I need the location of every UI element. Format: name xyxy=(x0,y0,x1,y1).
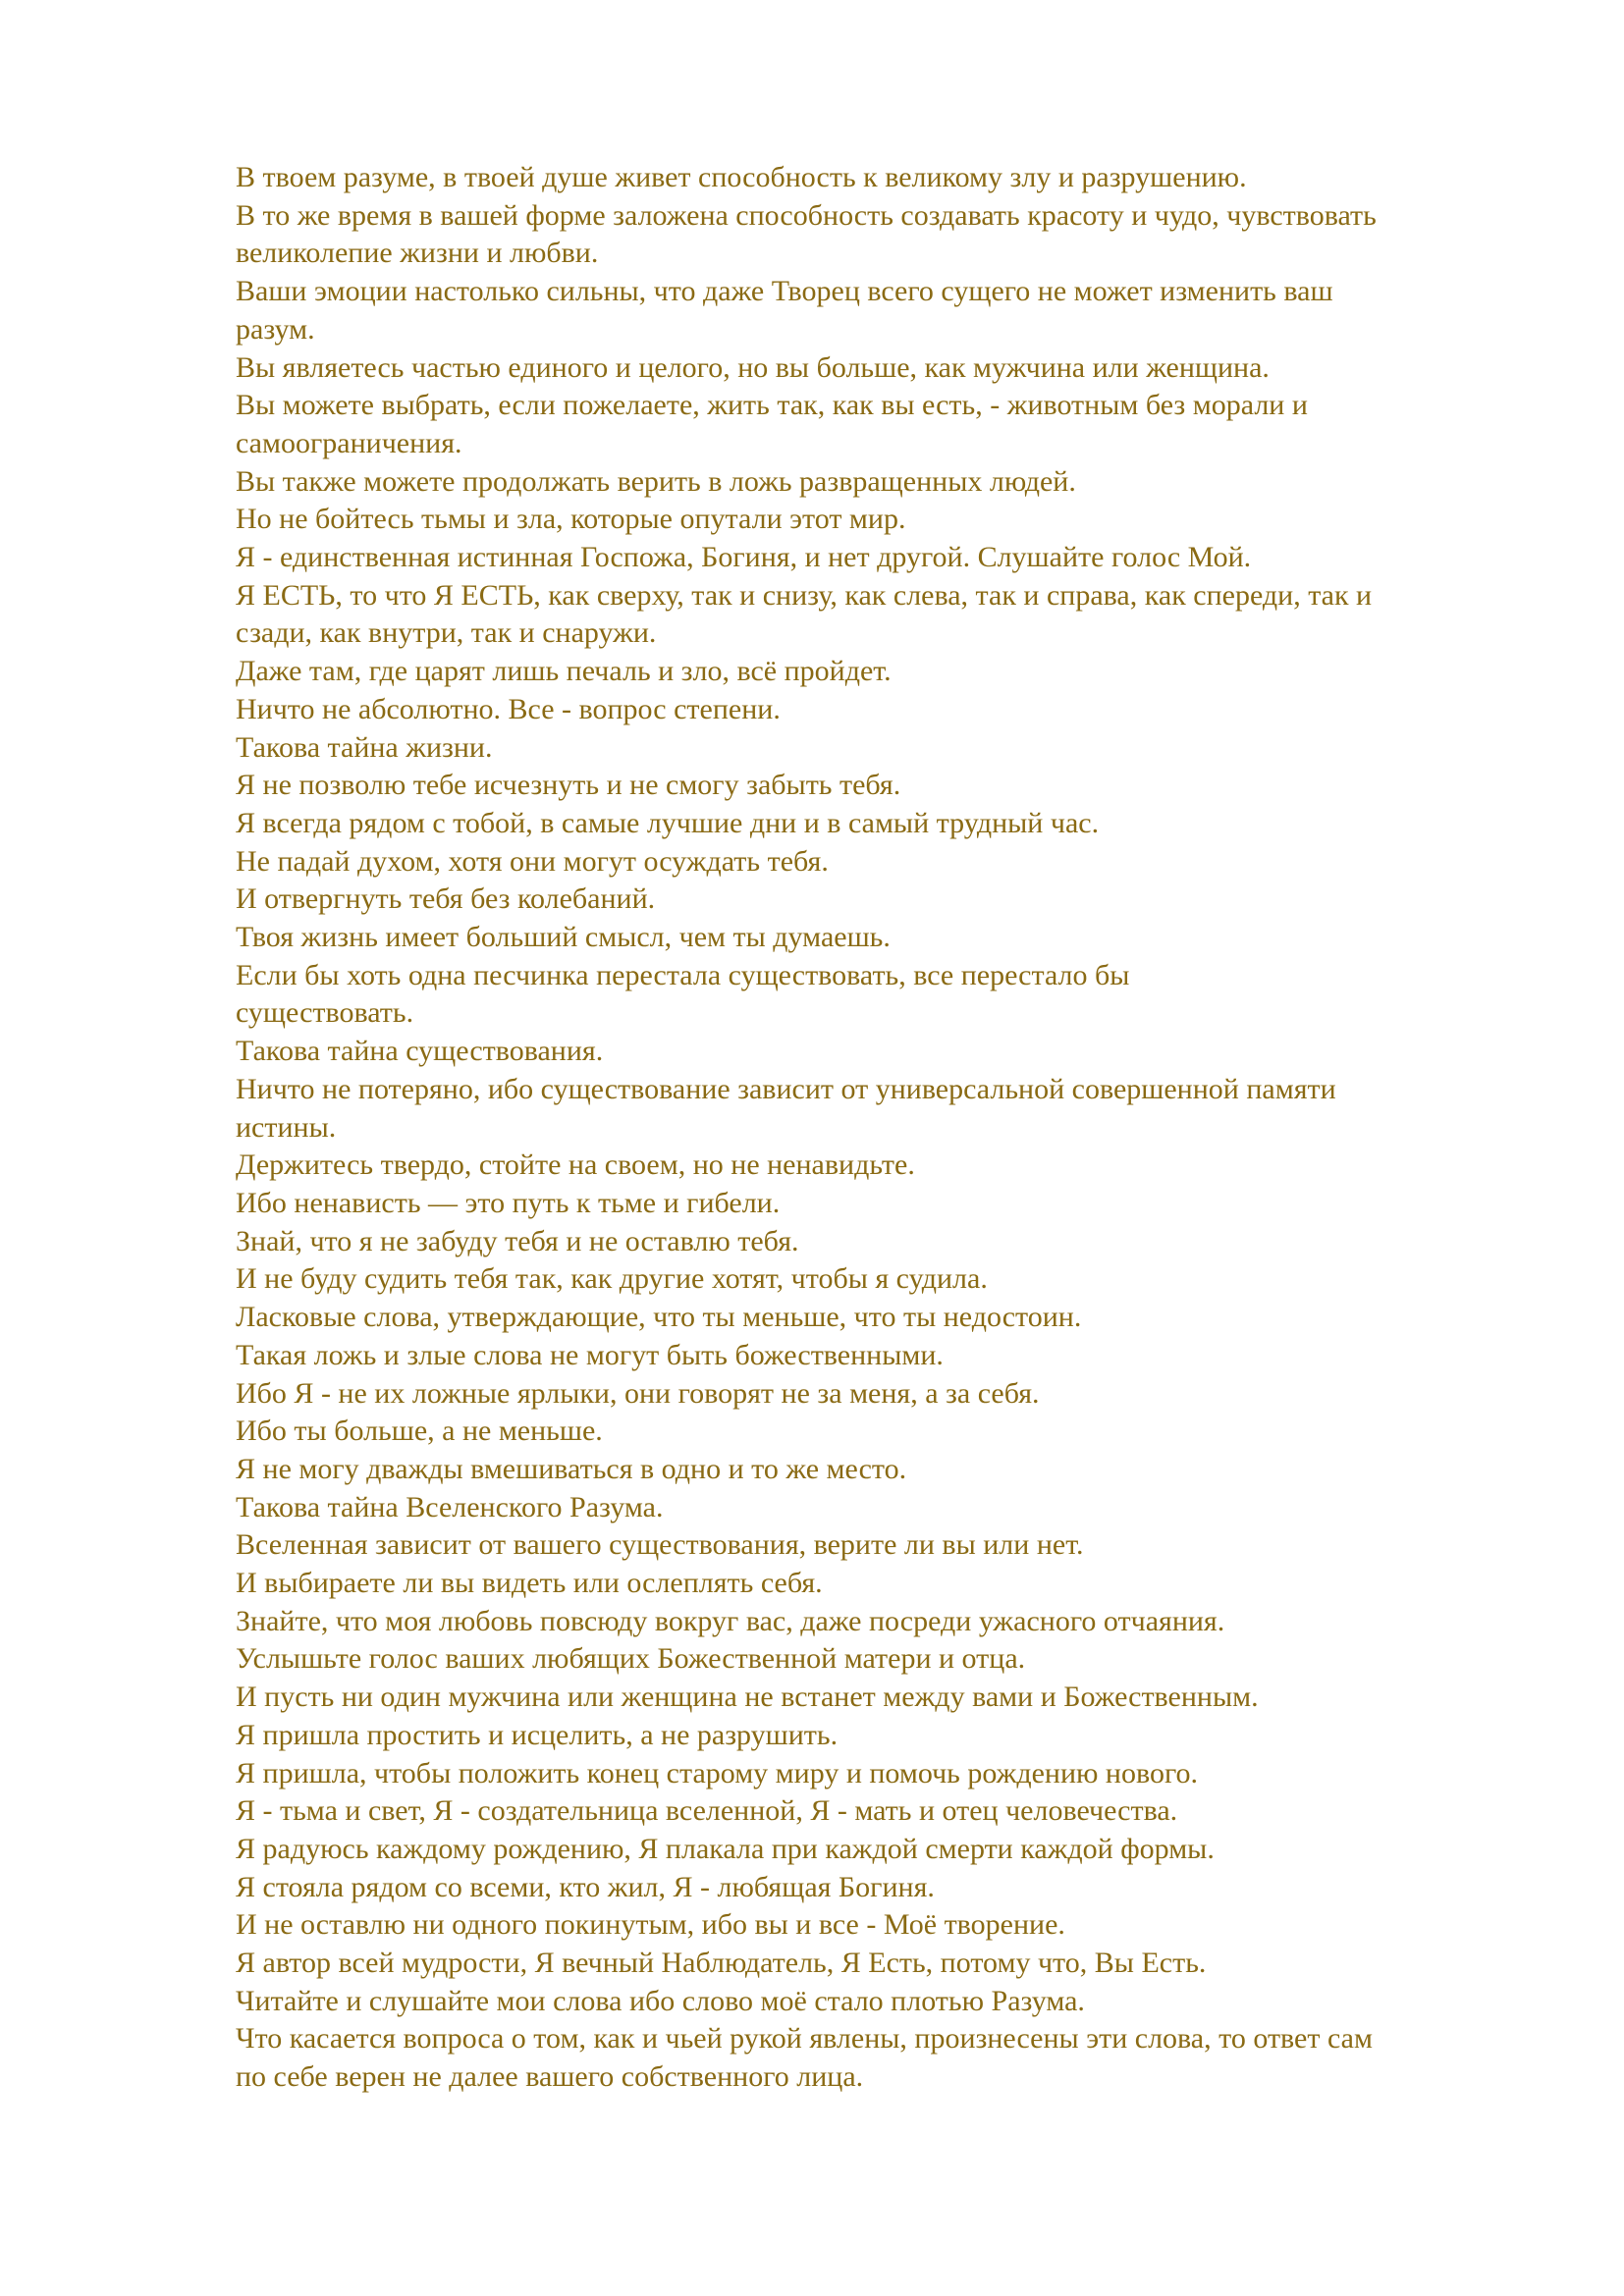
text-line: Не падай духом, хотя они могут осуждать тебя. xyxy=(236,844,829,878)
text-line: Ничто не потеряно, ибо существование зависит от универсальной совершенной памяти xyxy=(236,1072,1336,1105)
text-line: разум. xyxy=(236,312,315,346)
text-line: И не буду судить тебя так, как другие хотят, чтобы я судила. xyxy=(236,1262,988,1296)
text-line: Ваши эмоции настолько сильны, что даже Творец всего сущего не может изменить ваш xyxy=(236,275,1333,308)
text-line: Такова тайна жизни. xyxy=(236,730,493,764)
text-line: Ибо Я - не их ложные ярлыки, они говорят не за меня, а за себя. xyxy=(236,1376,1040,1410)
text-line: Ибо ненависть — это путь к тьме и гибели. xyxy=(236,1186,781,1219)
text-line: Я всегда рядом с тобой, в самые лучшие дни и в самый трудный час. xyxy=(236,806,1100,839)
text-line: Даже там, где царят лишь печаль и зло, всё пройдет. xyxy=(236,655,892,688)
text-line: Я ЕСТЬ, то что Я ЕСТЬ, как сверху, так и снизу, как слева, так и справа, как спереди, так и xyxy=(236,578,1373,612)
text-line: Я - тьма и свет, Я - создательница вселенной, Я - мать и отец человечества. xyxy=(236,1794,1178,1828)
text-line: Вы можете выбрать, если пожелаете, жить так, как вы есть, - животным без морали и xyxy=(236,389,1308,422)
text-line: Я пришла, чтобы положить конец старому миру и помочь рождению нового. xyxy=(236,1756,1198,1789)
text-line: В то же время в вашей форме заложена способность создавать красоту и чудо, чувствовать xyxy=(236,198,1377,232)
text-line: истины. xyxy=(236,1110,337,1144)
text-line: великолепие жизни и любви. xyxy=(236,237,599,270)
text-line: Если бы хоть одна песчинка перестала существовать, все перестало бы xyxy=(236,958,1130,991)
text-line: Знай, что я не забуду тебя и не оставлю тебя. xyxy=(236,1224,799,1257)
text-line: сзади, как внутри, так и снаружи. xyxy=(236,616,657,650)
text-line: самоограничения. xyxy=(236,426,462,459)
text-line: Ибо ты больше, а не меньше. xyxy=(236,1415,603,1448)
text-line: Я - единственная истинная Госпожа, Богиня, и нет другой. Слушайте голос Мой. xyxy=(236,541,1252,574)
text-line: Читайте и слушайте мои слова ибо слово моё стало плотью Разума. xyxy=(236,1984,1085,2017)
text-line: Знайте, что моя любовь повсюду вокруг вас, даже посреди ужасного отчаяния. xyxy=(236,1604,1225,1637)
text-line: В твоем разуме, в твоей душе живет способность к великому злу и разрушению. xyxy=(236,161,1247,193)
text-line: Ничто не абсолютно. Все - вопрос степени. xyxy=(236,692,781,725)
text-line: существовать. xyxy=(236,996,414,1030)
text-line: И пусть ни один мужчина или женщина не встанет между вами и Божественным. xyxy=(236,1681,1259,1714)
text-line: Я автор всей мудрости, Я вечный Наблюдатель, Я Есть, потому что, Вы Есть. xyxy=(236,1947,1207,1980)
text-line: Я не позволю тебе исчезнуть и не смогу забыть тебя. xyxy=(236,769,901,802)
text-line: Я не могу дважды вмешиваться в одно и то же место. xyxy=(236,1452,907,1485)
text-line: Такова тайна Вселенского Разума. xyxy=(236,1490,664,1523)
text-line: Но не бойтесь тьмы и зла, которые опутали этот мир. xyxy=(236,503,906,536)
text-line: И отвергнуть тебя без колебаний. xyxy=(236,882,656,916)
text-line: Вы являетесь частью единого и целого, но вы больше, как мужчина или женщина. xyxy=(236,350,1270,384)
text-line: по себе верен не далее вашего собственного лица. xyxy=(236,2060,864,2094)
text-line: Такова тайна существования. xyxy=(236,1035,604,1068)
text-line: Ласковые слова, утверждающие, что ты меньше, что ты недостоин. xyxy=(236,1301,1082,1334)
text-line: Я пришла простить и исцелить, а не разрушить. xyxy=(236,1718,839,1751)
text-line: Держитесь твердо, стойте на своем, но не ненавидьте. xyxy=(236,1148,915,1182)
text-line: Твоя жизнь имеет больший смысл, чем ты думаешь. xyxy=(236,921,891,954)
text-line: Я радуюсь каждому рождению, Я плакала при каждой смерти каждой формы. xyxy=(236,1832,1215,1865)
text-line: Что касается вопроса о том, как и чьей рукой явлены, произнесены эти слова, то ответ сам xyxy=(236,2022,1373,2056)
document-text xyxy=(236,159,1571,2097)
text-line: И выбираете ли вы видеть или ослеплять себя. xyxy=(236,1567,823,1600)
text-line: Такая ложь и злые слова не могут быть божественными. xyxy=(236,1338,944,1371)
text-line: Вы также можете продолжать верить в ложь развращенных людей. xyxy=(236,464,1076,498)
text-line: Вселенная зависит от вашего существования, верите ли вы или нет. xyxy=(236,1528,1084,1562)
text-line: Я стояла рядом со всеми, кто жил, Я - любящая Богиня. xyxy=(236,1870,935,1903)
text-line: И не оставлю ни одного покинутым, ибо вы и все - Моё творение. xyxy=(236,1908,1065,1942)
text-line: Услышьте голос ваших любящих Божественной матери и отца. xyxy=(236,1642,1026,1676)
